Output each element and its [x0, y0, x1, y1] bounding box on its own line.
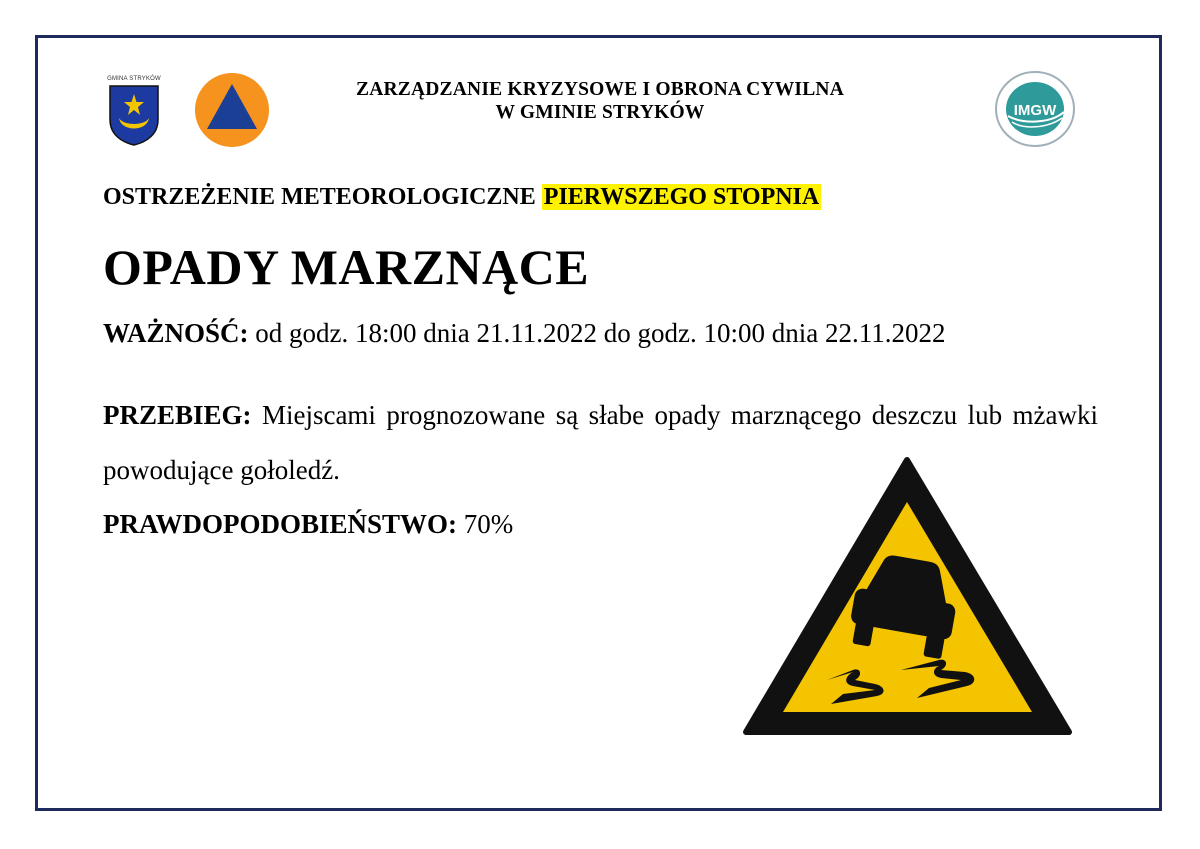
- probability-row: [103, 509, 513, 540]
- coat-of-arms-icon: [107, 84, 161, 146]
- imgw-logo-text: IMGW: [1013, 102, 1057, 119]
- warning-line: [103, 184, 821, 211]
- probability-value: 70%: [463, 509, 514, 539]
- course-value: Miejscami prognozowane są słabe opady marznącego deszczu lub mżawki powodujące gołoledź.: [103, 400, 1098, 485]
- header-title-line2: W GMINIE STRYKÓW: [495, 102, 705, 123]
- validity-label: WAŻNOŚĆ:: [103, 318, 249, 348]
- warning-prefix: OSTRZEŻENIE METEOROLOGICZNE: [103, 184, 536, 210]
- civil-defence-icon: [194, 72, 270, 148]
- imgw-logo-icon: [994, 70, 1076, 148]
- coat-caption: GMINA STRYKÓW: [107, 76, 161, 82]
- page-title: OPADY MARZNĄCE: [103, 239, 590, 295]
- slippery-road-warning-icon: [735, 448, 1080, 744]
- coat-of-arms-logo: [104, 76, 164, 148]
- validity-row: [103, 318, 945, 349]
- course-label: PRZEBIEG:: [103, 400, 252, 430]
- validity-value: od godz. 18:00 dnia 21.11.2022 do godz. 10:00 dnia 22.11.2022: [255, 318, 946, 348]
- probability-label: PRAWDOPODOBIEŃSTWO:: [103, 509, 458, 539]
- warning-degree: PIERWSZEGO STOPNIA: [543, 184, 820, 210]
- header-title-line1: ZARZĄDZANIE KRYZYSOWE I OBRONA CYWILNA: [356, 79, 844, 100]
- header-title: [300, 78, 900, 124]
